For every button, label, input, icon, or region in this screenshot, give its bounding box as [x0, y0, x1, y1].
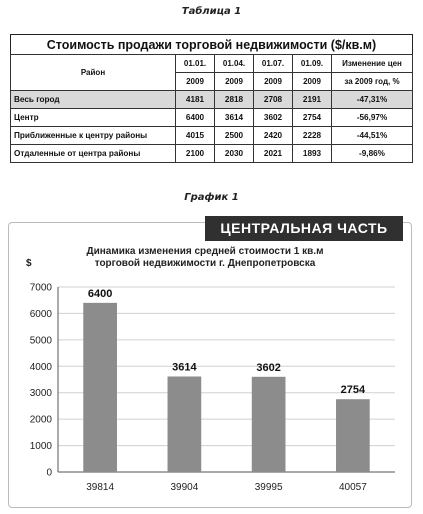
data-label: 3614	[172, 361, 197, 374]
bar	[252, 377, 286, 472]
section-badge: ЦЕНТРАЛЬНАЯ ЧАСТЬ	[205, 216, 403, 241]
header-date-1-day: 01.01.	[176, 55, 215, 73]
cell-value: 1893	[293, 145, 332, 163]
data-label: 2754	[340, 384, 366, 397]
chart-title-line-1: Динамика изменения средней стоимости 1 кв.м	[86, 246, 324, 257]
y-tick-label: 7000	[29, 282, 52, 294]
row-name: Отдаленные от центра районы	[11, 145, 176, 163]
cell-value: 3614	[215, 109, 254, 127]
cell-value: 2021	[254, 145, 293, 163]
header-date-3-year: 2009	[254, 73, 293, 91]
x-tick-label: 40057	[338, 482, 367, 493]
cell-value: 2228	[293, 127, 332, 145]
x-tick-label: 39814	[86, 482, 115, 493]
cell-value: 6400	[176, 109, 215, 127]
cell-value: 2030	[215, 145, 254, 163]
header-region: Район	[11, 55, 176, 91]
chart-title-line-2: торговой недвижимости г. Днепропетровска	[94, 258, 316, 269]
y-tick-label: 1000	[29, 441, 52, 453]
cell-value: 4181	[176, 91, 215, 109]
header-date-1-year: 2009	[176, 73, 215, 91]
data-label: 3602	[256, 361, 281, 374]
cell-value: 3602	[254, 109, 293, 127]
cell-value: 2100	[176, 145, 215, 163]
y-tick-label: 2000	[29, 414, 52, 426]
x-tick-label: 39995	[254, 482, 283, 493]
row-name: Центр	[11, 109, 176, 127]
bar	[336, 399, 370, 472]
chart-caption: График 1	[184, 192, 239, 203]
y-tick-label: 4000	[29, 361, 52, 373]
cell-change: -47,31%	[332, 91, 413, 109]
cell-change: -9,86%	[332, 145, 413, 163]
y-tick-label: 0	[46, 467, 52, 479]
y-tick-label: 3000	[29, 388, 52, 400]
cell-value: 2191	[293, 91, 332, 109]
y-tick-label: 6000	[29, 308, 52, 320]
cell-change: -56,97%	[332, 109, 413, 127]
header-date-4-day: 01.09.	[293, 55, 332, 73]
cell-value: 2754	[293, 109, 332, 127]
table-title: Стоимость продажи торговой недвижимости ($/кв.м)	[10, 34, 413, 54]
y-tick-label: 5000	[29, 335, 52, 347]
data-label: 6400	[87, 287, 113, 300]
cell-value: 2818	[215, 91, 254, 109]
header-date-3-day: 01.07.	[254, 55, 293, 73]
y-axis-unit: $	[26, 258, 32, 269]
bar	[168, 376, 202, 472]
header-date-4-year: 2009	[293, 73, 332, 91]
cell-value: 2500	[215, 127, 254, 145]
cell-value: 2420	[254, 127, 293, 145]
header-change-1: Изменение цен	[332, 55, 413, 73]
cell-value: 4015	[176, 127, 215, 145]
bar	[83, 303, 117, 472]
x-tick-label: 39904	[170, 482, 199, 493]
header-date-2-year: 2009	[215, 73, 254, 91]
cell-value: 2708	[254, 91, 293, 109]
cell-change: -44,51%	[332, 127, 413, 145]
table-caption: Таблица 1	[181, 6, 242, 17]
row-name: Весь город	[11, 91, 176, 109]
row-name: Приближенные к центру районы	[11, 127, 176, 145]
header-date-2-day: 01.04.	[215, 55, 254, 73]
header-change-2: за 2009 год, %	[332, 73, 413, 91]
